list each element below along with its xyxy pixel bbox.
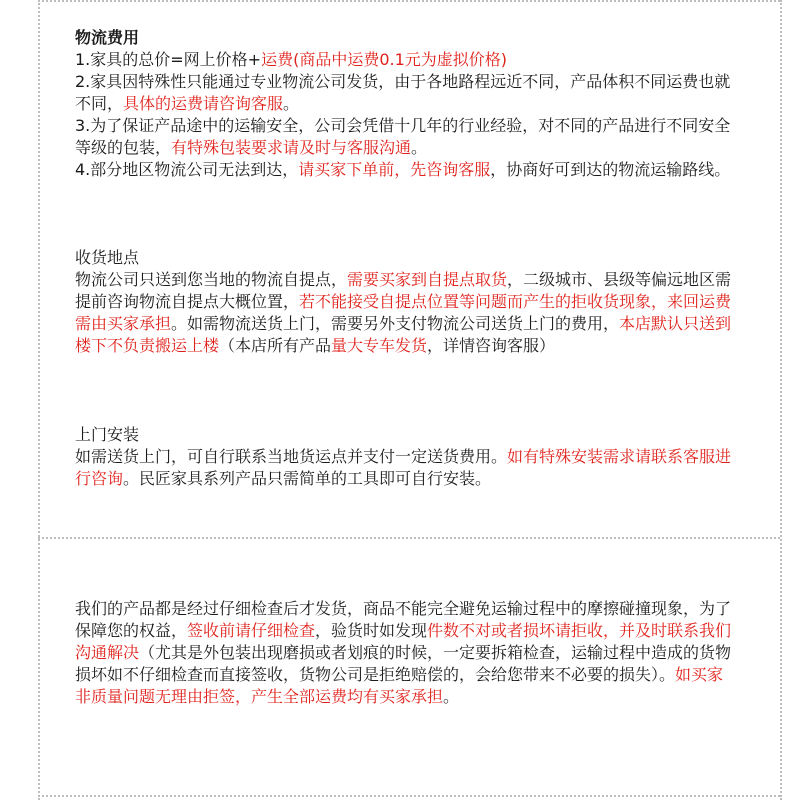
shipping-item-4: 4.部分地区物流公司无法到达，请买家下单前，先咨询客服，协商好可到达的物流运输路线。: [75, 160, 731, 179]
inspection-text: 我们的产品都是经过仔细检查后才发货，商品不能完全避免运输过程中的摩擦碰撞现象，为了保障您的权益，签收前请仔细检查，验货时如发现件数不对或者损坏请拒收，并及时联系我们沟通解决（尤其是外包装出现磨损或者划痕的时候，一定要拆箱检查，运输过程中造成的货物损坏如不仔细检查而直接签收，货物公司是拒绝赔偿的，会给您带来不必要的损失）。如买家非质量问题无理由拒签，产生全部运费均有买家承担。: [75, 599, 732, 706]
pickup-title: 收货地点: [75, 248, 140, 267]
install-text: 如需送货上门，可自行联系当地货运点并支付一定送货费用。如有特殊安装需求请联系客服进行咨询。民匠家具系列产品只需简单的工具即可自行安装。: [75, 447, 732, 488]
inspection-section: [75, 598, 735, 708]
section-divider: [38, 537, 780, 539]
pickup-text: 物流公司只送到您当地的物流自提点，需要买家到自提点取货，二级城市、县级等偏远地区需提前咨询物流自提点大概位置，若不能接受自提点位置等问题而产生的拒收货现象，来回运费需由买家承担。如需物流送货上门，需要另外支付物流公司送货上门的费用，本店默认只送到楼下不负责搬运上楼（本店所有产品量大专车发货，详情咨询客服）: [75, 270, 732, 355]
shipping-cost-title: 物流费用: [75, 28, 140, 47]
shipping-cost-section: [75, 27, 735, 181]
shipping-item-1: 1.家具的总价=网上价格+运费(商品中运费0.1元为虚拟价格): [75, 50, 508, 69]
bottom-divider: [38, 795, 780, 797]
shipping-item-3: 3.为了保证产品途中的运输安全，公司会凭借十几年的行业经验，对不同的产品进行不同安全等级的包装，有特殊包装要求请及时与客服沟通。: [75, 116, 731, 157]
shipping-item-2: 2.家具因特殊性只能通过专业物流公司发货，由于各地路程远近不同，产品体积不同运费也就不同，具体的运费请咨询客服。: [75, 72, 731, 113]
install-section: [75, 424, 735, 490]
pickup-section: [75, 247, 735, 357]
install-title: 上门安装: [75, 425, 140, 444]
